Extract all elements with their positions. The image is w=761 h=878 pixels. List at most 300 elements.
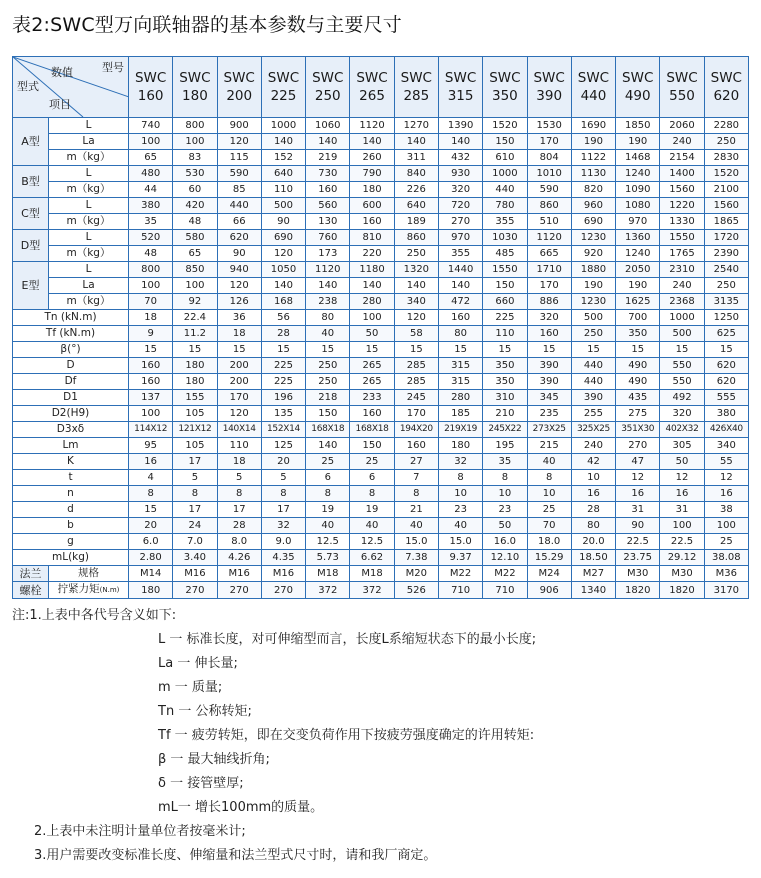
value-cell: 12.5 (350, 534, 394, 550)
value-cell: 137 (129, 390, 173, 406)
value-cell: 28 (571, 502, 615, 518)
value-cell: 2050 (616, 262, 660, 278)
table-row (13, 310, 749, 326)
value-cell: 36 (217, 310, 261, 326)
value-cell: 1270 (394, 118, 438, 134)
value-cell: 155 (173, 390, 217, 406)
value-cell: 100 (173, 134, 217, 150)
value-cell: 16 (616, 486, 660, 502)
value-cell: 970 (616, 214, 660, 230)
value-cell: 1625 (616, 294, 660, 310)
value-cell: 16 (129, 454, 173, 470)
value-cell: 270 (616, 438, 660, 454)
param-label: Lm (13, 438, 129, 454)
model-header (261, 57, 305, 118)
value-cell: 130 (306, 214, 350, 230)
value-cell: 19 (350, 502, 394, 518)
value-cell: 160 (350, 406, 394, 422)
table-row (13, 358, 749, 374)
value-cell: 15.29 (527, 550, 571, 566)
note-item: mL一 增长100mm的质量。 (158, 800, 324, 815)
value-cell: 16.0 (483, 534, 527, 550)
value-cell: 23 (483, 502, 527, 518)
value-cell: 900 (217, 118, 261, 134)
value-cell: 150 (350, 438, 394, 454)
value-cell: 240 (660, 134, 704, 150)
value-cell: 160 (350, 214, 394, 230)
value-cell: 310 (483, 390, 527, 406)
model-header (571, 57, 615, 118)
value-cell: 380 (704, 406, 748, 422)
value-cell: 690 (571, 214, 615, 230)
value-cell: 12 (616, 470, 660, 486)
page-title: 表2:SWC型万向联轴器的基本参数与主要尺寸 (12, 14, 403, 36)
value-cell: 640 (394, 198, 438, 214)
value-cell: 280 (438, 390, 482, 406)
value-cell: 190 (571, 134, 615, 150)
value-cell: 110 (483, 326, 527, 342)
value-cell: 2368 (660, 294, 704, 310)
corner-label-model: 型号 (102, 61, 124, 74)
value-cell: 8 (483, 470, 527, 486)
row-label: La (49, 134, 129, 150)
value-cell: 120 (261, 246, 305, 262)
value-cell: 233 (350, 390, 394, 406)
value-cell: M16 (261, 566, 305, 582)
value-cell: 170 (217, 390, 261, 406)
value-cell: 555 (704, 390, 748, 406)
value-cell: 140 (350, 134, 394, 150)
model-series: SWC (356, 70, 388, 86)
value-cell: 15 (438, 342, 482, 358)
value-cell: 17 (217, 502, 261, 518)
row-label: La (49, 278, 129, 294)
value-cell: 402X32 (660, 422, 704, 438)
table-row (13, 278, 749, 294)
value-cell: M30 (660, 566, 704, 582)
value-cell: 1000 (483, 166, 527, 182)
table-row (13, 486, 749, 502)
value-cell: 105 (173, 438, 217, 454)
param-label: D (13, 358, 129, 374)
value-cell: 190 (571, 278, 615, 294)
value-cell: 15 (571, 342, 615, 358)
value-cell: 1550 (483, 262, 527, 278)
value-cell: 1120 (350, 118, 394, 134)
value-cell: 8 (350, 486, 394, 502)
row-label: m（kg） (49, 150, 129, 166)
value-cell: 21 (394, 502, 438, 518)
value-cell: 1520 (483, 118, 527, 134)
model-header (217, 57, 261, 118)
value-cell: 160 (394, 438, 438, 454)
value-cell: 100 (704, 518, 748, 534)
value-cell: 38.08 (704, 550, 748, 566)
value-cell: 22.5 (660, 534, 704, 550)
value-cell: 90 (217, 246, 261, 262)
value-cell: 1720 (704, 230, 748, 246)
value-cell: 6.62 (350, 550, 394, 566)
value-cell: 9.37 (438, 550, 482, 566)
model-header (306, 57, 350, 118)
value-cell: 185 (438, 406, 482, 422)
value-cell: 255 (571, 406, 615, 422)
value-cell: 168X18 (350, 422, 394, 438)
value-cell: 126 (217, 294, 261, 310)
value-cell: 121X12 (173, 422, 217, 438)
value-cell: 550 (660, 358, 704, 374)
value-cell: 1240 (616, 246, 660, 262)
value-cell: 420 (173, 198, 217, 214)
value-cell: 60 (173, 182, 217, 198)
value-cell: 20 (261, 454, 305, 470)
parameter-table (12, 56, 749, 599)
value-cell: 100 (129, 406, 173, 422)
value-cell: 8 (173, 486, 217, 502)
value-cell: 140 (306, 438, 350, 454)
model-size: 160 (137, 88, 164, 104)
model-size: 250 (314, 88, 341, 104)
type-cell: D型 (13, 230, 49, 262)
table-row (13, 134, 749, 150)
row-label: m（kg） (49, 294, 129, 310)
row-label: L (49, 166, 129, 182)
value-cell: 15 (217, 342, 261, 358)
value-cell: 120 (217, 406, 261, 422)
value-cell: 16 (660, 486, 704, 502)
value-cell: 160 (306, 182, 350, 198)
value-cell: 15 (660, 342, 704, 358)
value-cell: 355 (483, 214, 527, 230)
value-cell: 12.5 (306, 534, 350, 550)
value-cell: 920 (571, 246, 615, 262)
model-series: SWC (666, 70, 698, 86)
value-cell: 180 (173, 374, 217, 390)
value-cell: 105 (173, 406, 217, 422)
table-row (13, 422, 749, 438)
model-size: 490 (624, 88, 651, 104)
value-cell: 8 (438, 470, 482, 486)
value-cell: 10 (527, 486, 571, 502)
value-cell: 3.40 (173, 550, 217, 566)
value-cell: 710 (438, 582, 482, 599)
type-cell: B型 (13, 166, 49, 198)
value-cell: 320 (660, 406, 704, 422)
value-cell: 38 (704, 502, 748, 518)
value-cell: 115 (217, 150, 261, 166)
row-label: L (49, 118, 129, 134)
value-cell: 168X18 (306, 422, 350, 438)
value-cell: 9 (129, 326, 173, 342)
value-cell: 190 (616, 134, 660, 150)
model-series: SWC (223, 70, 255, 86)
table-row (13, 550, 749, 566)
value-cell: 170 (527, 134, 571, 150)
value-cell: 740 (129, 118, 173, 134)
param-label: D1 (13, 390, 129, 406)
value-cell: 270 (438, 214, 482, 230)
value-cell: M22 (438, 566, 482, 582)
value-cell: 16 (571, 486, 615, 502)
value-cell: 44 (129, 182, 173, 198)
value-cell: 15 (704, 342, 748, 358)
value-cell: 15.0 (438, 534, 482, 550)
value-cell: 4.26 (217, 550, 261, 566)
model-size: 390 (536, 88, 563, 104)
value-cell: 80 (438, 326, 482, 342)
value-cell: 345 (527, 390, 571, 406)
flange-category: 法兰 (13, 566, 49, 582)
model-series: SWC (444, 70, 477, 86)
value-cell: 170 (394, 406, 438, 422)
corner-label-value: 数值 (51, 66, 73, 79)
value-cell: 240 (571, 438, 615, 454)
value-cell: 560 (306, 198, 350, 214)
value-cell: 2830 (704, 150, 748, 166)
value-cell: 970 (438, 230, 482, 246)
value-cell: 180 (173, 358, 217, 374)
value-cell: 12.10 (483, 550, 527, 566)
value-cell: 530 (173, 166, 217, 182)
value-cell: 40 (306, 326, 350, 342)
note-footer: 3.用户需要改变标准长度、伸缩量和法兰型式尺寸时，请和我厂商定。 (34, 848, 437, 863)
value-cell: 173 (306, 246, 350, 262)
value-cell: 260 (350, 150, 394, 166)
value-cell: 219 (306, 150, 350, 166)
value-cell: 70 (527, 518, 571, 534)
table-row (13, 582, 749, 599)
model-header (394, 57, 438, 118)
value-cell: 960 (571, 198, 615, 214)
value-cell: 196 (261, 390, 305, 406)
value-cell: 4 (129, 470, 173, 486)
value-cell: 351X30 (616, 422, 660, 438)
value-cell: 48 (173, 214, 217, 230)
value-cell: 350 (483, 374, 527, 390)
note-item: L 一 标准长度，对可伸缩型而言，长度L系缩短状态下的最小长度; (158, 632, 537, 647)
value-cell: 1000 (660, 310, 704, 326)
value-cell: 140 (394, 134, 438, 150)
flange-torque-label (49, 582, 129, 599)
value-cell: 28 (261, 326, 305, 342)
value-cell: 550 (660, 374, 704, 390)
value-cell: 152X14 (261, 422, 305, 438)
value-cell: 220 (350, 246, 394, 262)
value-cell: 15 (261, 342, 305, 358)
model-size: 315 (447, 88, 474, 104)
model-size: 225 (270, 88, 297, 104)
note-item: δ 一 接管壁厚; (158, 776, 244, 791)
value-cell: 860 (527, 198, 571, 214)
value-cell: 140 (261, 134, 305, 150)
value-cell: 940 (217, 262, 261, 278)
value-cell: 625 (704, 326, 748, 342)
value-cell: 1710 (527, 262, 571, 278)
value-cell: 50 (660, 454, 704, 470)
value-cell: 10 (571, 470, 615, 486)
value-cell: 225 (483, 310, 527, 326)
value-cell: 6.0 (129, 534, 173, 550)
type-cell: A型 (13, 118, 49, 166)
value-cell: 5 (217, 470, 261, 486)
value-cell: 860 (394, 230, 438, 246)
value-cell: 270 (217, 582, 261, 599)
value-cell: 500 (261, 198, 305, 214)
value-cell: 18.50 (571, 550, 615, 566)
note-item: Tn 一 公称转矩; (158, 704, 252, 719)
value-cell: 8 (394, 486, 438, 502)
value-cell: 800 (129, 262, 173, 278)
value-cell: 1220 (660, 198, 704, 214)
value-cell: 225 (261, 358, 305, 374)
row-label: L (49, 198, 129, 214)
value-cell: 95 (129, 438, 173, 454)
row-label: m（kg） (49, 246, 129, 262)
value-cell: 15 (306, 342, 350, 358)
value-cell: 804 (527, 150, 571, 166)
value-cell: 1122 (571, 150, 615, 166)
value-cell: 160 (129, 358, 173, 374)
model-size: 550 (669, 88, 695, 104)
value-cell: 210 (483, 406, 527, 422)
value-cell: 800 (173, 118, 217, 134)
value-cell: 7 (394, 470, 438, 486)
value-cell: 190 (616, 278, 660, 294)
value-cell: 1560 (660, 182, 704, 198)
value-cell: 1320 (394, 262, 438, 278)
note-item: La 一 伸长量; (158, 656, 238, 671)
value-cell: 195 (483, 438, 527, 454)
model-series: SWC (489, 70, 521, 86)
value-cell: 180 (438, 438, 482, 454)
value-cell: 120 (217, 134, 261, 150)
model-size: 285 (403, 88, 430, 104)
value-cell: 200 (217, 358, 261, 374)
value-cell: 1360 (616, 230, 660, 246)
value-cell: 315 (438, 374, 482, 390)
value-cell: 526 (394, 582, 438, 599)
value-cell: 160 (438, 310, 482, 326)
param-label: β(°) (13, 342, 129, 358)
value-cell: 2540 (704, 262, 748, 278)
value-cell: 15 (527, 342, 571, 358)
value-cell: 140 (438, 278, 482, 294)
value-cell: 490 (616, 358, 660, 374)
value-cell: 152 (261, 150, 305, 166)
value-cell: 42 (571, 454, 615, 470)
value-cell: M36 (704, 566, 748, 582)
value-cell: M14 (129, 566, 173, 582)
table-row (13, 198, 749, 214)
value-cell: 1765 (660, 246, 704, 262)
model-header (129, 57, 173, 118)
value-cell: 273X25 (527, 422, 571, 438)
value-cell: 80 (571, 518, 615, 534)
value-cell: 372 (350, 582, 394, 599)
value-cell: 50 (350, 326, 394, 342)
value-cell: 390 (571, 390, 615, 406)
value-cell: 730 (306, 166, 350, 182)
value-cell: 1050 (261, 262, 305, 278)
value-cell: 500 (571, 310, 615, 326)
value-cell: 580 (173, 230, 217, 246)
value-cell: 1060 (306, 118, 350, 134)
value-cell: 8 (527, 470, 571, 486)
value-cell: 810 (350, 230, 394, 246)
value-cell: 850 (173, 262, 217, 278)
value-cell: 372 (306, 582, 350, 599)
value-cell: 1400 (660, 166, 704, 182)
value-cell: 265 (350, 374, 394, 390)
value-cell: 120 (217, 278, 261, 294)
value-cell: 15 (483, 342, 527, 358)
value-cell: 25 (350, 454, 394, 470)
model-size: 180 (182, 88, 208, 104)
value-cell: 250 (704, 278, 748, 294)
value-cell: M27 (571, 566, 615, 582)
value-cell: 24 (173, 518, 217, 534)
value-cell: 22.5 (616, 534, 660, 550)
value-cell: 100 (129, 278, 173, 294)
value-cell: 23 (438, 502, 482, 518)
value-cell: 25 (306, 454, 350, 470)
table-row (13, 470, 749, 486)
value-cell: 10 (438, 486, 482, 502)
value-cell: 350 (616, 326, 660, 342)
value-cell: M20 (394, 566, 438, 582)
value-cell: 100 (129, 134, 173, 150)
value-cell: 50 (483, 518, 527, 534)
table-row (13, 294, 749, 310)
value-cell: 3170 (704, 582, 748, 599)
value-cell: 250 (394, 246, 438, 262)
value-cell: 100 (173, 278, 217, 294)
value-cell: 440 (571, 374, 615, 390)
value-cell: 140 (350, 278, 394, 294)
value-cell: 31 (616, 502, 660, 518)
value-cell: 485 (483, 246, 527, 262)
value-cell: 70 (129, 294, 173, 310)
value-cell: 22.4 (173, 310, 217, 326)
value-cell: 1030 (483, 230, 527, 246)
model-size: 200 (226, 88, 253, 104)
value-cell: 100 (660, 518, 704, 534)
value-cell: 245X22 (483, 422, 527, 438)
model-series: SWC (577, 70, 610, 86)
corner-label-type: 型式 (17, 80, 39, 93)
value-cell: 65 (129, 150, 173, 166)
value-cell: 16 (704, 486, 748, 502)
value-cell: 906 (527, 582, 571, 599)
value-cell: 15 (394, 342, 438, 358)
value-cell: 10 (483, 486, 527, 502)
value-cell: 6 (350, 470, 394, 486)
value-cell: 700 (616, 310, 660, 326)
value-cell: 930 (438, 166, 482, 182)
value-cell: 215 (527, 438, 571, 454)
table-corner-header (13, 57, 129, 118)
value-cell: 150 (306, 406, 350, 422)
model-series: SWC (179, 70, 211, 86)
value-cell: 610 (483, 150, 527, 166)
value-cell: 790 (350, 166, 394, 182)
value-cell: 320 (527, 310, 571, 326)
value-cell: 320 (438, 182, 482, 198)
value-cell: 8 (306, 486, 350, 502)
value-cell: 340 (394, 294, 438, 310)
row-label: m（kg） (49, 182, 129, 198)
value-cell: 1468 (616, 150, 660, 166)
